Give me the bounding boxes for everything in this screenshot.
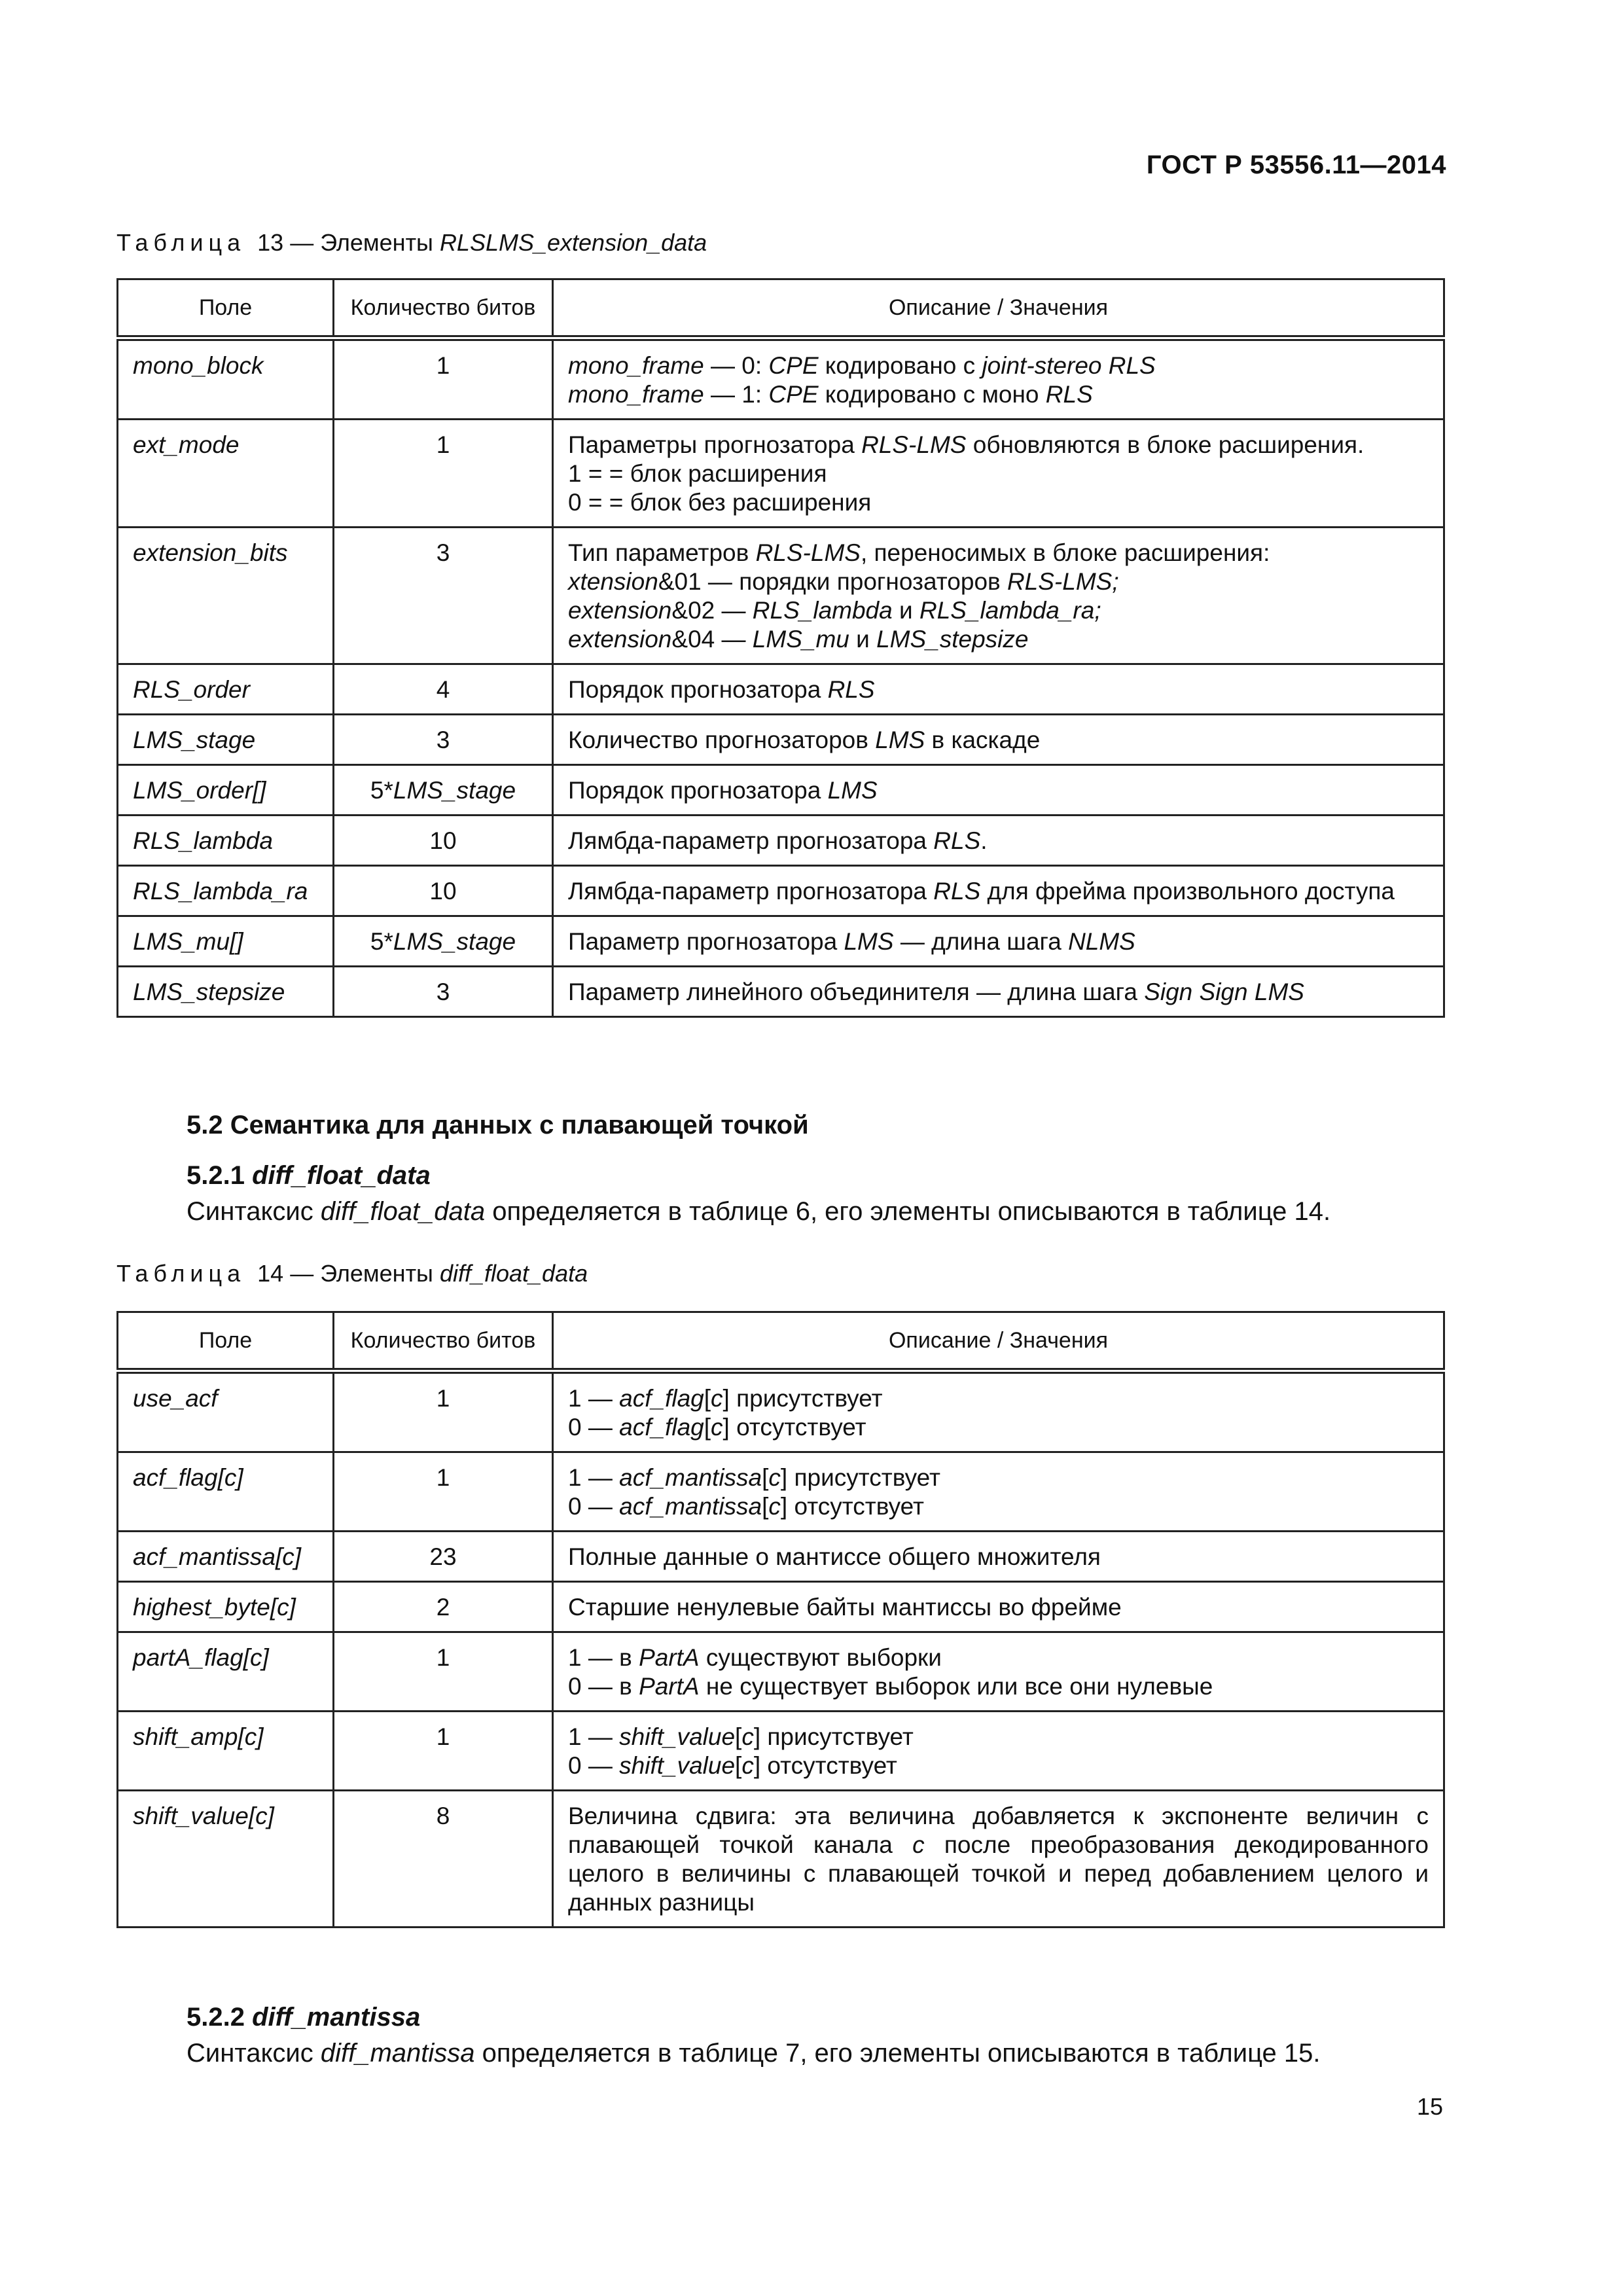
description-line: Величина сдвига: эта величина добавляется к экспоненте величин с плавающей точкой канала c после преобразования декодированного целого в величины с плавающей точкой и перед добавлением целого и данных разницы <box>568 1803 1429 1916</box>
table-row <box>118 765 1444 816</box>
bit-count-cell: 8 <box>334 1791 553 1928</box>
section-5-2-2-text: Синтаксис diff_mantissa определяется в таблице 7, его элементы описываются в таблице 15. <box>187 2039 1321 2068</box>
description-line: 0 — shift_value[c] отсутствует <box>568 1752 897 1779</box>
description-line: 1 — acf_mantissa[c] присутствует <box>568 1464 940 1491</box>
table-row <box>118 1582 1444 1632</box>
table13-body <box>118 338 1444 1017</box>
bit-count-cell: 3 <box>334 528 553 664</box>
description-cell <box>553 765 1444 816</box>
description-cell <box>553 1532 1444 1582</box>
table-header-row <box>118 1312 1444 1371</box>
description-line: 0 — в PartA не существует выборок или все они нулевые <box>568 1673 1213 1700</box>
field-name-cell: RLS_order <box>118 664 334 715</box>
description-cell <box>553 528 1444 664</box>
bit-count-cell: 1 <box>334 1632 553 1712</box>
description-line: Старшие ненулевые байты мантиссы во фрейме <box>568 1594 1122 1621</box>
description-line: 1 = = блок расширения <box>568 460 827 487</box>
description-cell <box>553 420 1444 528</box>
description-cell <box>553 1791 1444 1928</box>
description-line: xtension&01 — порядки прогнозаторов RLS-LMS; <box>568 568 1119 595</box>
table-row <box>118 338 1444 420</box>
section-5-2-1-name: diff_float_data <box>252 1161 431 1190</box>
description-cell <box>553 866 1444 916</box>
description-line: 1 — в PartA существуют выборки <box>568 1644 942 1671</box>
document-code: ГОСТ Р 53556.11—2014 <box>1146 151 1446 179</box>
field-name-cell: LMS_mu[] <box>118 916 334 967</box>
description-line: extension&04 — LMS_mu и LMS_stepsize <box>568 626 1029 653</box>
description-line: Полные данные о мантиссе общего множителя <box>568 1543 1101 1570</box>
description-cell <box>553 1452 1444 1532</box>
description-line: 0 — acf_flag[c] отсутствует <box>568 1414 866 1441</box>
section-5-2-1-text: Синтаксис diff_float_data определяется в таблице 6, его элементы описываются в таблице 14. <box>187 1197 1331 1226</box>
table-row <box>118 916 1444 967</box>
field-name-cell: mono_block <box>118 338 334 420</box>
section-5-2-2-title <box>187 2003 420 2032</box>
description-line: 0 — acf_mantissa[c] отсутствует <box>568 1493 924 1520</box>
field-name-cell: acf_flag[c] <box>118 1452 334 1532</box>
description-line: Количество прогнозаторов LMS в каскаде <box>568 726 1041 753</box>
description-line: Параметр прогнозатора LMS — длина шага NLMS <box>568 928 1135 955</box>
table14-caption-word: Таблица <box>116 1260 246 1287</box>
page-number: 15 <box>1416 2093 1443 2120</box>
bit-count-cell: 2 <box>334 1582 553 1632</box>
bit-count-cell: 5*LMS_stage <box>334 916 553 967</box>
description-line: mono_frame — 1: CPE кодировано с моно RLS <box>568 381 1093 408</box>
field-name-cell: shift_amp[c] <box>118 1712 334 1791</box>
field-name-cell: shift_value[c] <box>118 1791 334 1928</box>
table14-caption-name: diff_float_data <box>439 1260 588 1287</box>
bit-count-cell: 1 <box>334 1371 553 1452</box>
field-name-cell: RLS_lambda <box>118 816 334 866</box>
column-header-bits: Количество битов <box>334 279 553 338</box>
bit-count-cell: 3 <box>334 715 553 765</box>
description-cell <box>553 1371 1444 1452</box>
description-cell <box>553 916 1444 967</box>
field-name-cell: LMS_stepsize <box>118 967 334 1017</box>
column-header-description: Описание / Значения <box>553 1312 1444 1371</box>
table-row <box>118 664 1444 715</box>
description-line: Тип параметров RLS-LMS, переносимых в блоке расширения: <box>568 539 1270 566</box>
table-row <box>118 866 1444 916</box>
field-name-cell: use_acf <box>118 1371 334 1452</box>
field-name-cell: RLS_lambda_ra <box>118 866 334 916</box>
section-5-2-title: 5.2 Семантика для данных с плавающей точкой <box>187 1111 809 1139</box>
bit-count-cell: 3 <box>334 967 553 1017</box>
table14-body <box>118 1371 1444 1928</box>
description-line: Параметр линейного объединителя — длина шага Sign Sign LMS <box>568 978 1304 1005</box>
table13-caption <box>116 229 707 257</box>
column-header-bits: Количество битов <box>334 1312 553 1371</box>
table14-caption-rest: 14 — Элементы <box>257 1260 440 1287</box>
description-cell <box>553 664 1444 715</box>
description-cell <box>553 338 1444 420</box>
description-cell <box>553 816 1444 866</box>
field-name-cell: acf_mantissa[c] <box>118 1532 334 1582</box>
description-line: 0 = = блок без расширения <box>568 489 872 516</box>
table-row <box>118 816 1444 866</box>
description-line: Порядок прогнозатора RLS <box>568 676 875 703</box>
table13-caption-word: Таблица <box>116 229 246 256</box>
description-cell <box>553 715 1444 765</box>
description-line: 1 — acf_flag[c] присутствует <box>568 1385 883 1412</box>
bit-count-cell: 4 <box>334 664 553 715</box>
bit-count-cell: 1 <box>334 1452 553 1532</box>
description-line: 1 — shift_value[c] присутствует <box>568 1723 914 1750</box>
field-name-cell: highest_byte[c] <box>118 1582 334 1632</box>
description-line: extension&02 — RLS_lambda и RLS_lambda_ra; <box>568 597 1101 624</box>
table-row <box>118 528 1444 664</box>
table-row <box>118 420 1444 528</box>
description-line: Лямбда-параметр прогнозатора RLS. <box>568 827 988 854</box>
column-header-description: Описание / Значения <box>553 279 1444 338</box>
bit-count-cell: 1 <box>334 420 553 528</box>
bit-count-cell: 5*LMS_stage <box>334 765 553 816</box>
table-row <box>118 1452 1444 1532</box>
section-5-2-2-name: diff_mantissa <box>252 2003 421 2032</box>
description-cell <box>553 967 1444 1017</box>
table-row <box>118 967 1444 1017</box>
field-name-cell: extension_bits <box>118 528 334 664</box>
description-line: Порядок прогнозатора LMS <box>568 777 878 804</box>
section-5-2-1-title <box>187 1161 431 1191</box>
bit-count-cell: 1 <box>334 338 553 420</box>
field-name-cell: LMS_order[] <box>118 765 334 816</box>
table-row <box>118 1532 1444 1582</box>
table-row <box>118 1712 1444 1791</box>
table13-caption-rest: 13 — Элементы <box>257 229 440 256</box>
column-header-field: Поле <box>118 279 334 338</box>
table-row <box>118 1791 1444 1928</box>
table-14 <box>116 1311 1445 1928</box>
description-line: Лямбда-параметр прогнозатора RLS для фрейма произвольного доступа <box>568 878 1395 905</box>
description-cell <box>553 1632 1444 1712</box>
table-row <box>118 1632 1444 1712</box>
bit-count-cell: 1 <box>334 1712 553 1791</box>
column-header-field: Поле <box>118 1312 334 1371</box>
table-row <box>118 1371 1444 1452</box>
table14-caption <box>116 1260 588 1287</box>
description-cell <box>553 1582 1444 1632</box>
section-5-2-1-number: 5.2.1 <box>187 1161 245 1190</box>
bit-count-cell: 10 <box>334 866 553 916</box>
table-header-row <box>118 279 1444 338</box>
bit-count-cell: 10 <box>334 816 553 866</box>
description-line: mono_frame — 0: CPE кодировано с joint-stereo RLS <box>568 352 1156 379</box>
field-name-cell: partA_flag[c] <box>118 1632 334 1712</box>
description-line: Параметры прогнозатора RLS-LMS обновляются в блоке расширения. <box>568 431 1364 458</box>
table13-caption-name: RLSLMS_extension_data <box>439 229 707 256</box>
description-cell <box>553 1712 1444 1791</box>
table-13 <box>116 278 1445 1018</box>
bit-count-cell: 23 <box>334 1532 553 1582</box>
table-row <box>118 715 1444 765</box>
field-name-cell: LMS_stage <box>118 715 334 765</box>
field-name-cell: ext_mode <box>118 420 334 528</box>
section-5-2-2-number: 5.2.2 <box>187 2003 245 2032</box>
